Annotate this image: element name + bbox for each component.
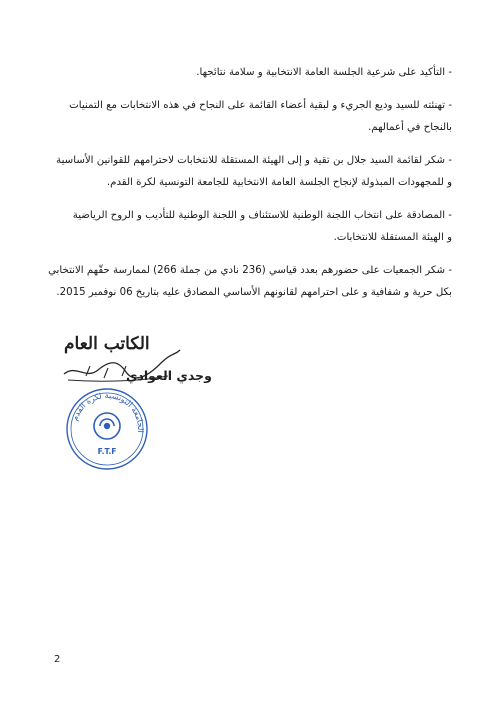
paragraph-5 (48, 260, 452, 304)
paragraph-line: - تهنئته للسيد وديع الجريء و لبقية أعضاء القائمة على النجاح في هذه الانتخابات مع التمنيات (69, 100, 452, 111)
paragraph-1 (56, 62, 452, 84)
signature-title: الكاتب العام (64, 334, 150, 354)
official-stamp (64, 386, 150, 472)
paragraph-line: و الهيئة المستقلة للانتخابات. (333, 232, 452, 243)
page-number: 2 (54, 654, 61, 665)
paragraph-2 (56, 95, 452, 139)
document-body (48, 62, 452, 315)
paragraph-3 (56, 150, 452, 194)
paragraph-line: - التأكيد على شرعية الجلسة العامة الانتخابية و سلامة نتائجها. (196, 67, 452, 78)
paragraph-line: و للمجهودات المبذولة لإنجاح الجلسة العامة الانتخابية للجامعة التونسية لكرة القدم. (106, 177, 452, 188)
paragraph-line: بالنجاح في أعمالهم. (368, 122, 452, 133)
paragraph-4 (56, 205, 452, 249)
paragraph-line: - المصادقة على انتخاب اللجنة الوطنية للاستئناف و اللجنة الوطنية للتأديب و الروح الرياضية (72, 210, 452, 221)
paragraph-line: بكل حرية و شفافية و على احترامهم لقانونهم الأساسي المصادق عليه بتاريخ 06 نوفمبر 2015. (56, 287, 452, 298)
paragraph-line: - شكر الجمعيات على حضورهم بعدد قياسي (236 نادي من جملة 266) لممارسة حقّهم الانتخابي (48, 265, 452, 276)
paragraph-line: - شكر لقائمة السيد جلال بن تقية و إلى الهيئة المستقلة للانتخابات لاحترامهم للقوانين الأساسية (56, 155, 452, 166)
stamp-text: الجامعة التونسية لكرة القدم (70, 390, 146, 434)
stamp-abbrev: F.T.F (97, 447, 117, 456)
signatory-name: وجدي العوادي (126, 368, 212, 383)
